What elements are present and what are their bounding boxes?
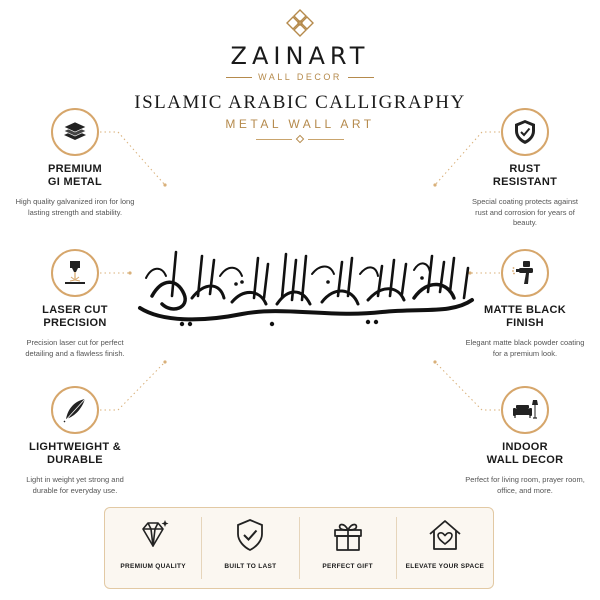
feature-rust-resistant xyxy=(450,108,600,229)
benefit-label: BUILT TO LAST xyxy=(224,563,277,570)
brand-logo-icon xyxy=(285,8,315,38)
benefit-premium-quality xyxy=(105,517,202,579)
feature-title-line2: FINISH xyxy=(506,317,544,329)
metal-sheets-icon xyxy=(61,118,89,146)
feature-title-line1: RUST xyxy=(509,163,541,175)
feature-laser-cut xyxy=(0,249,150,359)
feature-indoor-wall-decor xyxy=(450,386,600,496)
feature-title-line2: DURABLE xyxy=(47,454,103,466)
benefit-elevate-your-space xyxy=(397,517,493,579)
feature-description: Elegant matte black powder coating for a premium look. xyxy=(465,338,585,358)
feature-description: High quality galvanized iron for long lasting strength and stability. xyxy=(15,197,135,217)
brand-header xyxy=(0,8,600,82)
house-heart-icon xyxy=(427,517,463,553)
feature-description: Precision laser cut for perfect detailing and a flawless finish. xyxy=(25,338,125,358)
benefit-perfect-gift xyxy=(300,517,397,579)
benefit-built-to-last xyxy=(202,517,299,579)
feature-title-line2: WALL DECOR xyxy=(486,454,564,466)
product-title: ISLAMIC ARABIC CALLIGRAPHY xyxy=(134,92,466,113)
feature-description: Special coating protects against rust and corrosion for years of beauty. xyxy=(472,197,578,227)
feather-icon xyxy=(61,396,89,424)
sofa-lamp-icon xyxy=(511,396,539,424)
calligraphy-artwork xyxy=(132,238,480,330)
spray-gun-icon xyxy=(511,259,539,287)
feature-lightweight-durable xyxy=(0,386,150,496)
gift-box-icon xyxy=(330,517,366,553)
feature-title-line1: PREMIUM xyxy=(47,163,103,175)
product-subtitle: METAL WALL ART xyxy=(225,117,375,131)
feature-title-line1: LASER CUT xyxy=(42,304,108,316)
benefit-label: PERFECT GIFT xyxy=(322,563,373,570)
feature-description: Perfect for living room, prayer room, office, and more. xyxy=(465,475,585,495)
feature-title-line1: MATTE BLACK xyxy=(484,304,566,316)
feature-premium-gi-metal xyxy=(0,108,150,218)
feature-title-line2: PRECISION xyxy=(43,317,107,329)
benefit-label: ELEVATE YOUR SPACE xyxy=(405,563,485,570)
brand-subtitle: WALL DECOR xyxy=(258,72,342,82)
feature-title-line2: GI METAL xyxy=(47,176,103,188)
shield-check-icon xyxy=(511,118,539,146)
benefit-label: PREMIUM QUALITY xyxy=(120,563,186,570)
diamond-icon xyxy=(135,517,171,553)
benefits-bar xyxy=(104,507,494,589)
feature-title-line2: RESISTANT xyxy=(492,176,558,188)
feature-title-line1: INDOOR xyxy=(502,441,548,453)
shield-check-icon xyxy=(232,517,268,553)
brand-name: ZAINART xyxy=(230,42,370,70)
feature-title-line1: LIGHTWEIGHT & xyxy=(29,441,121,453)
laser-cutter-icon xyxy=(61,259,89,287)
feature-description: Light in weight yet strong and durable for everyday use. xyxy=(26,475,124,495)
